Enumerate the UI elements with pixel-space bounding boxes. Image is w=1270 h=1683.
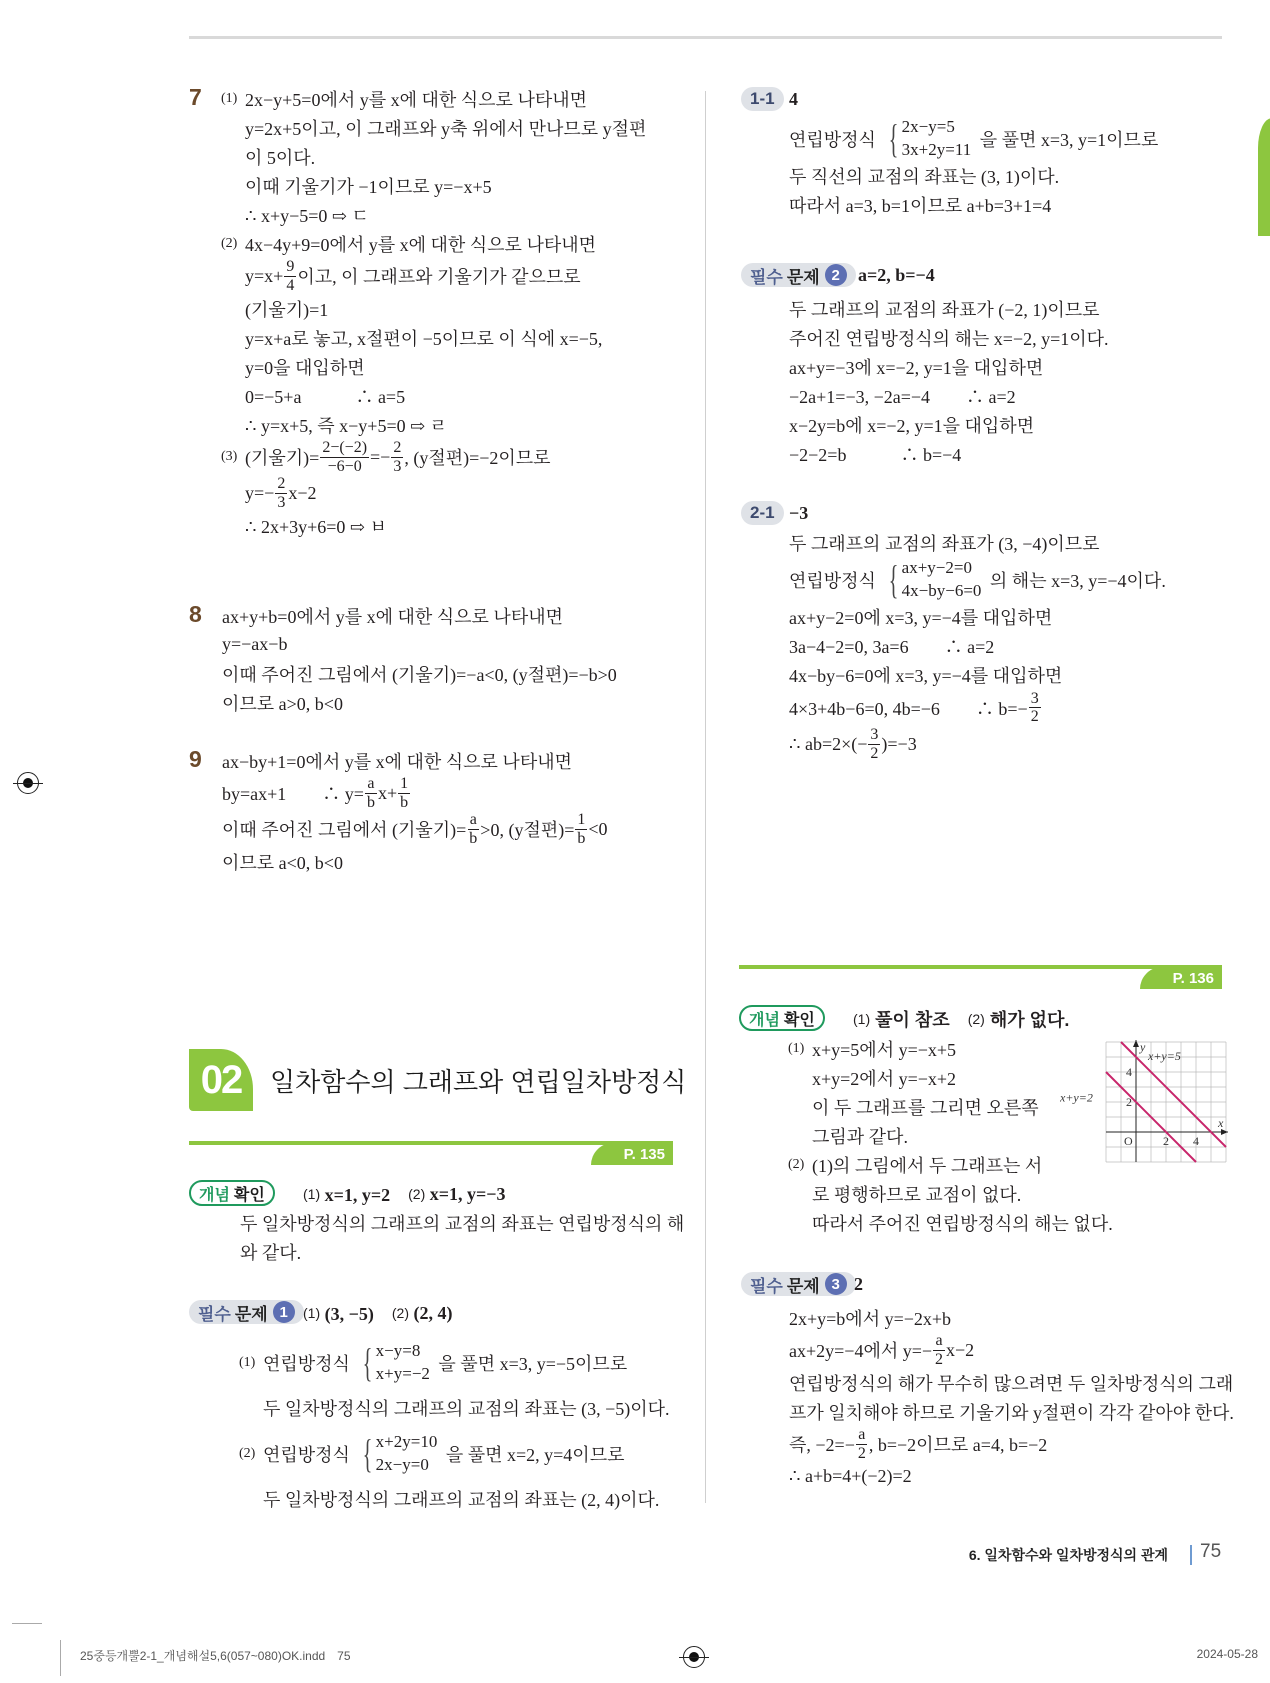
math-text: x+y=5에서 y=−x+5 xyxy=(812,1039,957,1060)
question-number: 8 xyxy=(189,601,202,627)
solution-line xyxy=(245,258,646,294)
solution-line xyxy=(239,1339,670,1386)
math-text: x−2 xyxy=(946,1339,975,1360)
fraction-numerator: 9 xyxy=(286,258,295,275)
equation-system xyxy=(884,557,981,603)
math-text: y=x+ xyxy=(245,265,284,286)
solution-p3 xyxy=(789,1303,1234,1491)
item-marker: (3) xyxy=(221,449,238,465)
math-text: 연립방정식 xyxy=(263,1444,355,1465)
system-rows xyxy=(902,116,972,162)
math-text: 연립방정식 xyxy=(789,570,881,591)
item-marker: (2) xyxy=(408,1186,426,1202)
concept-label-a: 개념 xyxy=(199,1186,230,1204)
fraction-numerator: a xyxy=(935,1332,943,1349)
math-text: 4x−4y+9=0에서 y를 x에 대한 식으로 나타내면 xyxy=(245,234,596,255)
fraction-numerator: 2 xyxy=(393,439,402,457)
solution-2-1 xyxy=(789,528,1166,762)
solution-line xyxy=(245,200,646,229)
left-brace-icon: { xyxy=(363,1339,373,1385)
math-text: 와 같다. xyxy=(240,1242,302,1263)
answer-text: 풀이 참조 xyxy=(870,1010,968,1030)
math-text: ax+y+b=0에서 y를 x에 대한 식으로 나타내면 xyxy=(222,606,563,627)
item-marker: (1) xyxy=(853,1011,871,1027)
math-text: y=x+a로 놓고, x절편이 −5이므로 이 식에 x=−5, xyxy=(245,328,603,349)
math-text: 연립방정식 xyxy=(263,1353,355,1374)
item-marker: (2) xyxy=(239,1445,256,1461)
solution-q9 xyxy=(222,746,608,876)
axis-label-y: y xyxy=(1140,1040,1146,1054)
solution-p1 xyxy=(239,1339,670,1522)
page-number: 75 xyxy=(1200,1541,1222,1562)
math-text: x−2y=b에 x=−2, y=1을 대입하면 xyxy=(789,415,1035,436)
system-equation: ax+y−2=0 xyxy=(901,558,972,577)
equation-system xyxy=(358,1431,437,1477)
solution-line xyxy=(222,630,617,659)
solution-line xyxy=(245,512,646,541)
footer-chapter-title: 6. 일차함수와 일차방정식의 관계 xyxy=(968,1547,1168,1563)
y-axis-arrow-icon xyxy=(1133,1040,1139,1047)
solution-line xyxy=(222,847,608,876)
solution-line xyxy=(221,229,646,258)
solution-line xyxy=(789,603,1166,632)
math-text: 두 일차방정식의 그래프의 교점의 좌표는 (3, −5)이다. xyxy=(263,1399,670,1420)
solution-line xyxy=(789,1368,1234,1397)
line-label: x+y=2 xyxy=(1060,1090,1093,1105)
math-text: 이때 주어진 그림에서 (기울기)= xyxy=(222,820,467,841)
math-text: ∴ x+y−5=0 ⇨ ㄷ xyxy=(245,205,369,226)
solution-line xyxy=(789,557,1166,603)
slug-filename: 25중등개뿔2-1_개념해설5,6(057~080)OK.indd 75 xyxy=(80,1649,351,1663)
section-rule xyxy=(739,965,1222,969)
math-text: y=−ax−b xyxy=(222,634,288,654)
solution-line xyxy=(789,1303,1234,1332)
math-text: , (y절편)=−2이므로 xyxy=(404,448,551,469)
math-text: 0=−5+a ∴ a=5 xyxy=(245,386,406,407)
item-marker: (1) xyxy=(303,1186,321,1202)
left-brace-icon: { xyxy=(363,1430,373,1476)
math-text: 로 평행하므로 교점이 없다. xyxy=(812,1184,1022,1205)
fraction-denominator: 2 xyxy=(935,1350,944,1368)
math-text: 3a−4−2=0, 3a=6 ∴ a=2 xyxy=(789,637,995,658)
item-marker: (2) xyxy=(221,235,238,251)
solution-line xyxy=(789,661,1166,690)
math-text: 을 풀면 x=3, y=−5이므로 xyxy=(433,1353,628,1374)
math-text: <0 xyxy=(588,818,608,839)
crop-mark xyxy=(60,1640,61,1676)
math-text: 그림과 같다. xyxy=(812,1126,908,1147)
math-text: x+y=2에서 y=−x+2 xyxy=(812,1068,957,1089)
required-label-a: 필수 xyxy=(750,1276,783,1296)
solution-line xyxy=(221,84,646,113)
fraction-numerator: a xyxy=(858,1426,866,1444)
math-text: 의 해는 x=3, y=−4이다. xyxy=(985,570,1166,591)
solution-line xyxy=(812,1208,1113,1237)
fraction xyxy=(467,811,479,847)
math-text: 따라서 a=3, b=1이므로 a+b=3+1=4 xyxy=(789,196,1052,217)
fraction-numerator: a xyxy=(469,811,477,829)
math-text: 을 풀면 x=2, y=4이므로 xyxy=(441,1444,625,1465)
solution-line xyxy=(245,142,646,171)
solution-line xyxy=(789,632,1166,661)
fraction xyxy=(856,1426,868,1462)
math-text: −2−2=b ∴ b=−4 xyxy=(789,444,962,465)
math-text: ax+y−2=0에 x=3, y=−4를 대입하면 xyxy=(789,608,1053,629)
problem-label-2-1: 2-1 xyxy=(741,501,784,525)
math-text: =− xyxy=(370,446,391,467)
math-text: −2a+1=−3, −2a=−4 ∴ a=2 xyxy=(789,386,1016,407)
solution-q7 xyxy=(221,84,647,541)
solution-line xyxy=(789,528,1166,557)
solution-line xyxy=(789,1426,1234,1462)
axis-label-x: x xyxy=(1218,1116,1224,1130)
fraction-denominator: b xyxy=(577,829,586,847)
fraction xyxy=(320,439,369,475)
math-text: 두 그래프의 교점의 좌표가 (−2, 1)이므로 xyxy=(789,299,1100,320)
fraction xyxy=(575,811,587,847)
solution-line xyxy=(789,116,1158,162)
fraction-numerator: 2−(−2) xyxy=(322,439,368,457)
fraction-numerator: 3 xyxy=(870,726,879,744)
concept-explanation xyxy=(240,1208,684,1266)
math-text: 즉, −2=− xyxy=(789,1435,855,1456)
solution-line xyxy=(245,352,646,381)
problem-label-1-1: 1-1 xyxy=(741,87,784,111)
required-label-a: 필수 xyxy=(198,1304,231,1324)
footer-divider xyxy=(1190,1545,1192,1565)
math-text: , b=−2이므로 a=4, b=−2 xyxy=(868,1435,1048,1456)
system-equation: 2x−y=0 xyxy=(375,1454,429,1474)
math-text: 두 그래프의 교점의 좌표가 (3, −4)이므로 xyxy=(789,533,1100,554)
concept-check-label xyxy=(739,1005,825,1031)
column-divider xyxy=(705,91,706,1503)
solution-line xyxy=(245,410,646,439)
concept-answer xyxy=(853,1006,1069,1032)
fraction-denominator: b xyxy=(400,793,409,811)
origin-label: O xyxy=(1124,1134,1133,1148)
solution-line xyxy=(222,688,617,717)
y-tick-label: 2 xyxy=(1126,1095,1132,1109)
math-text: ∴ 2x+3y+6=0 ⇨ ㅂ xyxy=(245,517,387,538)
system-equation: 2x−y=5 xyxy=(901,117,955,136)
fraction-numerator: a xyxy=(367,775,375,792)
concept-label-b: 확인 xyxy=(233,1186,265,1204)
math-text: 연립방정식 xyxy=(789,129,881,150)
fraction-numerator: 3 xyxy=(1030,689,1039,707)
line-label: x+y=5 xyxy=(1148,1049,1181,1063)
solution-line xyxy=(240,1208,684,1237)
answer-text: x=1, y=−3 xyxy=(425,1183,506,1204)
problem-answer: 2 xyxy=(854,1273,863,1294)
math-text: 연립방정식의 해가 무수히 많으려면 두 일차방정식의 그래 xyxy=(789,1373,1234,1394)
fraction xyxy=(868,726,880,762)
math-text: 2x+y=b에서 y=−2x+b xyxy=(789,1308,952,1329)
item-marker: (1) xyxy=(239,1354,256,1370)
fraction-denominator: 3 xyxy=(393,457,402,475)
solution-line xyxy=(789,1397,1234,1426)
item-marker: (2) xyxy=(788,1156,805,1172)
section-badge: 02 xyxy=(189,1049,253,1111)
solution-line xyxy=(812,1179,1113,1208)
solution-line xyxy=(245,475,646,511)
fraction xyxy=(1029,690,1041,726)
system-equation: 4x−by−6=0 xyxy=(901,580,982,600)
chapter-edge-tab xyxy=(1258,118,1270,236)
solution-line xyxy=(222,775,608,811)
solution-line xyxy=(263,1485,670,1514)
math-text: ∴ y=x+5, 즉 x−y+5=0 ⇨ ㄹ xyxy=(245,415,448,436)
registration-mark-icon xyxy=(683,1646,705,1668)
required-label-b: 문제 xyxy=(786,267,820,287)
math-text: 두 일차방정식의 그래프의 교점의 좌표는 (2, 4)이다. xyxy=(263,1490,660,1511)
required-label-b: 문제 xyxy=(234,1304,268,1324)
concept-label-b: 확인 xyxy=(783,1011,815,1029)
solution-line xyxy=(222,811,608,847)
solution-line xyxy=(789,690,1166,726)
math-text: )=−3 xyxy=(881,733,917,754)
math-text: 이 두 그래프를 그리면 오른쪽 xyxy=(812,1097,1039,1118)
fraction-numerator: 1 xyxy=(577,811,586,829)
math-text: 주어진 연립방정식의 해는 x=−2, y=1이다. xyxy=(789,328,1109,349)
fraction xyxy=(391,439,403,475)
equation-system xyxy=(884,116,971,162)
required-problem-label xyxy=(189,1300,304,1324)
system-rows xyxy=(902,557,982,603)
math-text: 이때 주어진 그림에서 (기울기)=−a<0, (y절편)=−b>0 xyxy=(222,664,617,685)
math-text: 4x−by−6=0에 x=3, y=−4를 대입하면 xyxy=(789,666,1063,687)
solution-q8 xyxy=(222,601,617,717)
math-text: ∴ a+b=4+(−2)=2 xyxy=(789,1466,912,1487)
crop-mark xyxy=(12,1623,42,1624)
solution-line xyxy=(222,601,617,630)
system-rows xyxy=(376,1340,430,1386)
math-text: 두 일차방정식의 그래프의 교점의 좌표는 연립방정식의 해 xyxy=(240,1213,685,1234)
top-rule xyxy=(189,36,1222,39)
solution-line xyxy=(789,294,1109,323)
question-number: 9 xyxy=(189,746,202,772)
solution-line xyxy=(789,381,1109,410)
left-brace-icon: { xyxy=(889,115,899,161)
item-marker: (2) xyxy=(967,1011,985,1027)
math-text: ax−by+1=0에서 y를 x에 대한 식으로 나타내면 xyxy=(222,751,572,772)
fraction-numerator: 2 xyxy=(277,475,286,493)
math-text: (1)의 그림에서 두 그래프는 서 xyxy=(812,1155,1043,1176)
math-text: x−2 xyxy=(288,482,317,503)
system-equation: x+2y=10 xyxy=(375,1431,438,1451)
item-marker: (2) xyxy=(391,1305,409,1321)
solution-line xyxy=(789,439,1109,468)
concept-check-label xyxy=(189,1180,275,1206)
solution-line xyxy=(245,294,646,323)
fraction-denominator: −6−0 xyxy=(327,457,362,475)
solution-line xyxy=(789,191,1158,220)
page-reference-tab: P. 136 xyxy=(1140,967,1222,989)
item-marker: (1) xyxy=(788,1040,805,1056)
fraction-denominator: 2 xyxy=(870,744,879,762)
math-text: (기울기)= xyxy=(245,448,320,469)
math-text: 2x−y+5=0에서 y를 x에 대한 식으로 나타내면 xyxy=(245,89,587,110)
answer-text: x=1, y=2 xyxy=(320,1185,409,1205)
item-marker: (1) xyxy=(221,90,238,106)
solution-line xyxy=(789,726,1166,762)
solution-1-1 xyxy=(789,116,1158,220)
solution-line xyxy=(239,1430,670,1477)
solution-line xyxy=(263,1394,670,1423)
left-brace-icon: { xyxy=(889,556,899,602)
required-label-a: 필수 xyxy=(750,267,783,287)
math-text: y=0을 대입하면 xyxy=(245,357,365,378)
problem-number-badge: 3 xyxy=(825,1273,847,1295)
solution-line xyxy=(789,323,1109,352)
solution-line xyxy=(222,659,617,688)
solution-line xyxy=(789,352,1109,381)
math-text: 이므로 a<0, b<0 xyxy=(222,852,343,873)
math-text: ax+y=−3에 x=−2, y=1을 대입하면 xyxy=(789,357,1044,378)
problem-answer: 4 xyxy=(789,88,798,109)
fraction-denominator: 2 xyxy=(857,1444,866,1462)
x-tick-label: 2 xyxy=(1163,1134,1169,1148)
problem-number-badge: 2 xyxy=(825,264,847,286)
required-label-b: 문제 xyxy=(786,1276,820,1296)
fraction-denominator: 4 xyxy=(286,276,295,294)
fraction xyxy=(933,1332,945,1368)
problem-answer xyxy=(303,1300,453,1326)
math-text: ∴ ab=2×(− xyxy=(789,733,868,754)
required-problem-label xyxy=(741,1272,856,1296)
math-text: 4×3+4b−6=0, 4b=−6 ∴ b=− xyxy=(789,698,1028,719)
math-text: 이때 기울기가 −1이므로 y=−x+5 xyxy=(245,176,492,197)
math-text: >0, (y절편)= xyxy=(480,820,575,841)
fraction-denominator: 2 xyxy=(1030,708,1039,726)
math-text: 따라서 주어진 연립방정식의 해는 없다. xyxy=(812,1213,1113,1234)
fraction-denominator: b xyxy=(366,793,375,811)
math-text: (기울기)=1 xyxy=(245,299,329,320)
slug-date: 2024-05-28 xyxy=(1196,1647,1258,1661)
answer-text: 해가 없다. xyxy=(984,1010,1070,1030)
required-problem-label xyxy=(741,263,856,287)
question-number: 7 xyxy=(189,84,202,110)
section-rule xyxy=(189,1141,673,1145)
fraction-numerator: 1 xyxy=(400,775,409,792)
concept-answer xyxy=(303,1181,506,1207)
solution-line xyxy=(245,381,646,410)
solution-line xyxy=(245,323,646,352)
solution-p2 xyxy=(789,294,1109,468)
math-text: y=− xyxy=(245,482,275,503)
fraction xyxy=(398,775,410,811)
math-text: by=ax+1 ∴ y= xyxy=(222,784,364,805)
math-text: 이므로 a>0, b<0 xyxy=(222,693,343,714)
solution-line xyxy=(245,113,646,142)
math-text: y=2x+5이고, 이 그래프와 y축 위에서 만나므로 y절편 xyxy=(245,118,647,139)
system-rows xyxy=(376,1431,438,1477)
problem-answer: −3 xyxy=(789,502,809,523)
solution-line xyxy=(789,1462,1234,1491)
math-text: x+ xyxy=(377,782,398,803)
y-tick-label: 4 xyxy=(1126,1065,1132,1079)
answer-text: (3, −5) xyxy=(320,1304,392,1324)
solution-line xyxy=(221,439,646,475)
solution-line xyxy=(789,1332,1234,1368)
fraction-denominator: b xyxy=(469,829,478,847)
solution-line xyxy=(789,410,1109,439)
concept-label-a: 개념 xyxy=(749,1011,780,1029)
solution-line xyxy=(245,171,646,200)
section-title: 일차함수의 그래프와 연립일차방정식 xyxy=(270,1067,687,1097)
problem-answer: a=2, b=−4 xyxy=(858,264,935,285)
parallel-lines-graph xyxy=(1060,1036,1235,1171)
math-text: 이 5이다. xyxy=(245,147,316,168)
problem-number-badge: 1 xyxy=(273,1301,295,1323)
item-marker: (1) xyxy=(303,1305,321,1321)
solution-line xyxy=(222,746,608,775)
solution-line xyxy=(789,162,1158,191)
fraction xyxy=(365,775,377,811)
fraction xyxy=(284,258,296,294)
registration-mark-icon xyxy=(17,772,39,794)
fraction-denominator: 3 xyxy=(277,493,286,511)
x-tick-label: 4 xyxy=(1193,1134,1199,1148)
system-equation: x+y=−2 xyxy=(375,1363,430,1383)
math-text: 이고, 이 그래프와 기울기가 같으므로 xyxy=(297,267,581,288)
fraction xyxy=(275,475,287,511)
system-equation: 3x+2y=11 xyxy=(901,139,972,159)
math-text: 을 풀면 x=3, y=1이므로 xyxy=(975,129,1159,150)
math-text: 두 직선의 교점의 좌표는 (3, 1)이다. xyxy=(789,167,1060,188)
math-text: ax+2y=−4에서 y=− xyxy=(789,1341,933,1362)
page-reference-tab: P. 135 xyxy=(591,1143,673,1165)
system-equation: x−y=8 xyxy=(375,1341,421,1360)
solution-line xyxy=(240,1237,684,1266)
answer-text: (2, 4) xyxy=(409,1302,453,1323)
math-text: 프가 일치해야 하므로 기울기와 y절편이 각각 같아야 한다. xyxy=(789,1402,1234,1423)
equation-system xyxy=(358,1340,429,1386)
